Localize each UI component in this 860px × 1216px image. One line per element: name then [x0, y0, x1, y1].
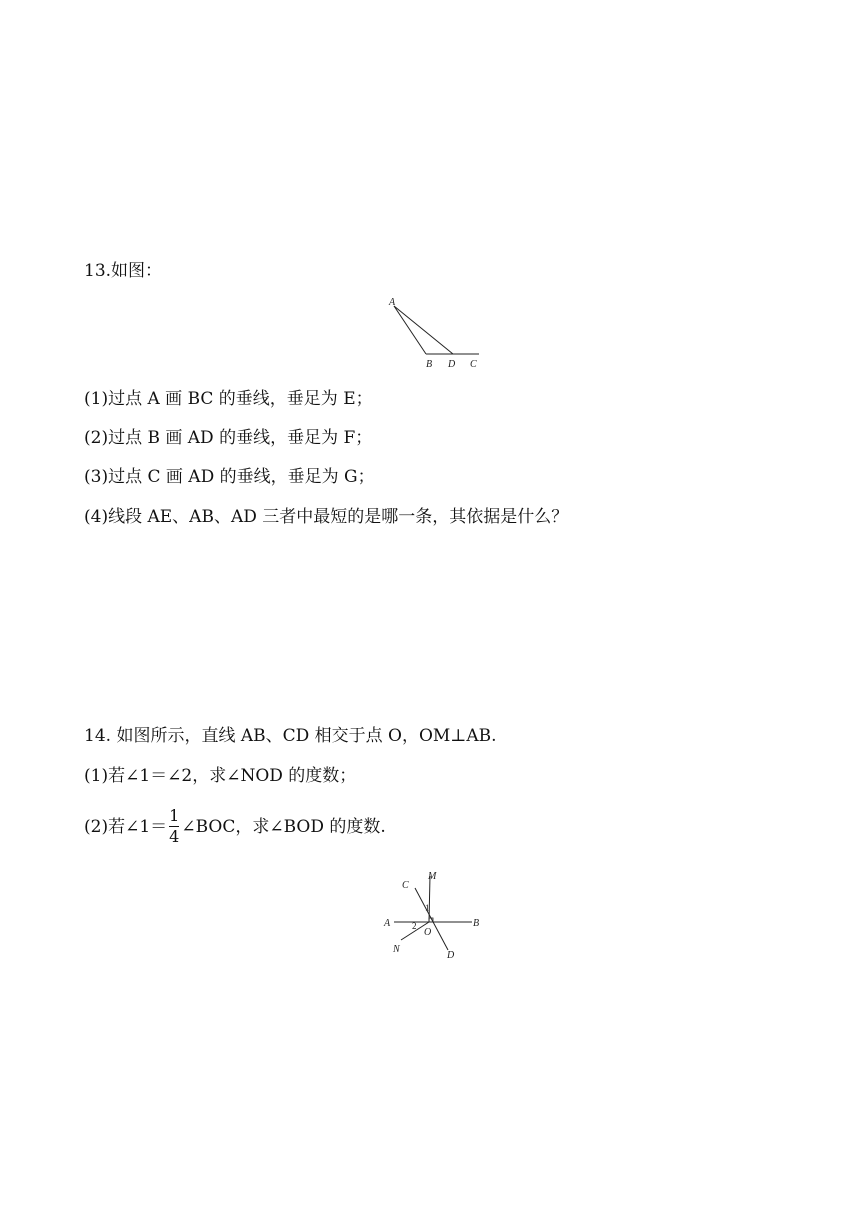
label-d: D — [447, 950, 455, 961]
fraction-denominator: 4 — [169, 827, 180, 846]
q13-item-3: (3)过点 C 画 AD 的垂线，垂足为 G； — [84, 467, 375, 487]
label-b: B — [473, 918, 480, 929]
line-cd — [415, 888, 448, 950]
angle-label-1: 1 — [425, 903, 430, 913]
fraction-numerator: 1 — [169, 806, 180, 825]
q14-figure — [378, 866, 490, 964]
label-m: M — [428, 871, 437, 882]
q13-title: 13.如图： — [84, 261, 163, 281]
label-a: A — [389, 297, 396, 308]
fraction-one-quarter — [169, 808, 179, 845]
label-c: C — [402, 880, 409, 891]
q14-title: 14. 如图所示，直线 AB、CD 相交于点 O，OM⊥AB. — [84, 726, 497, 746]
label-o: O — [424, 927, 432, 938]
label-a: A — [384, 918, 391, 929]
segment-ab — [394, 306, 426, 354]
q14-item-2-suffix: ∠BOC，求∠BOD 的度数. — [181, 816, 386, 837]
label-c: C — [470, 359, 477, 370]
q14-item-2-prefix: (2)若∠1＝ — [84, 816, 168, 837]
q13-item-2: (2)过点 B 画 AD 的垂线，垂足为 F； — [84, 428, 373, 448]
segment-ad — [394, 306, 453, 354]
q13-figure — [380, 293, 490, 371]
q13-item-1: (1)过点 A 画 BC 的垂线，垂足为 E； — [84, 389, 373, 409]
q14-item-1: (1)若∠1＝∠2，求∠NOD 的度数； — [84, 766, 357, 786]
angle-label-2: 2 — [412, 921, 417, 931]
label-n: N — [393, 944, 400, 955]
q13-item-4: (4)线段 AE、AB、AD 三者中最短的是哪一条，其依据是什么？ — [84, 507, 569, 527]
q14-item-2 — [84, 808, 386, 845]
label-d: D — [448, 359, 456, 370]
label-b: B — [426, 359, 433, 370]
